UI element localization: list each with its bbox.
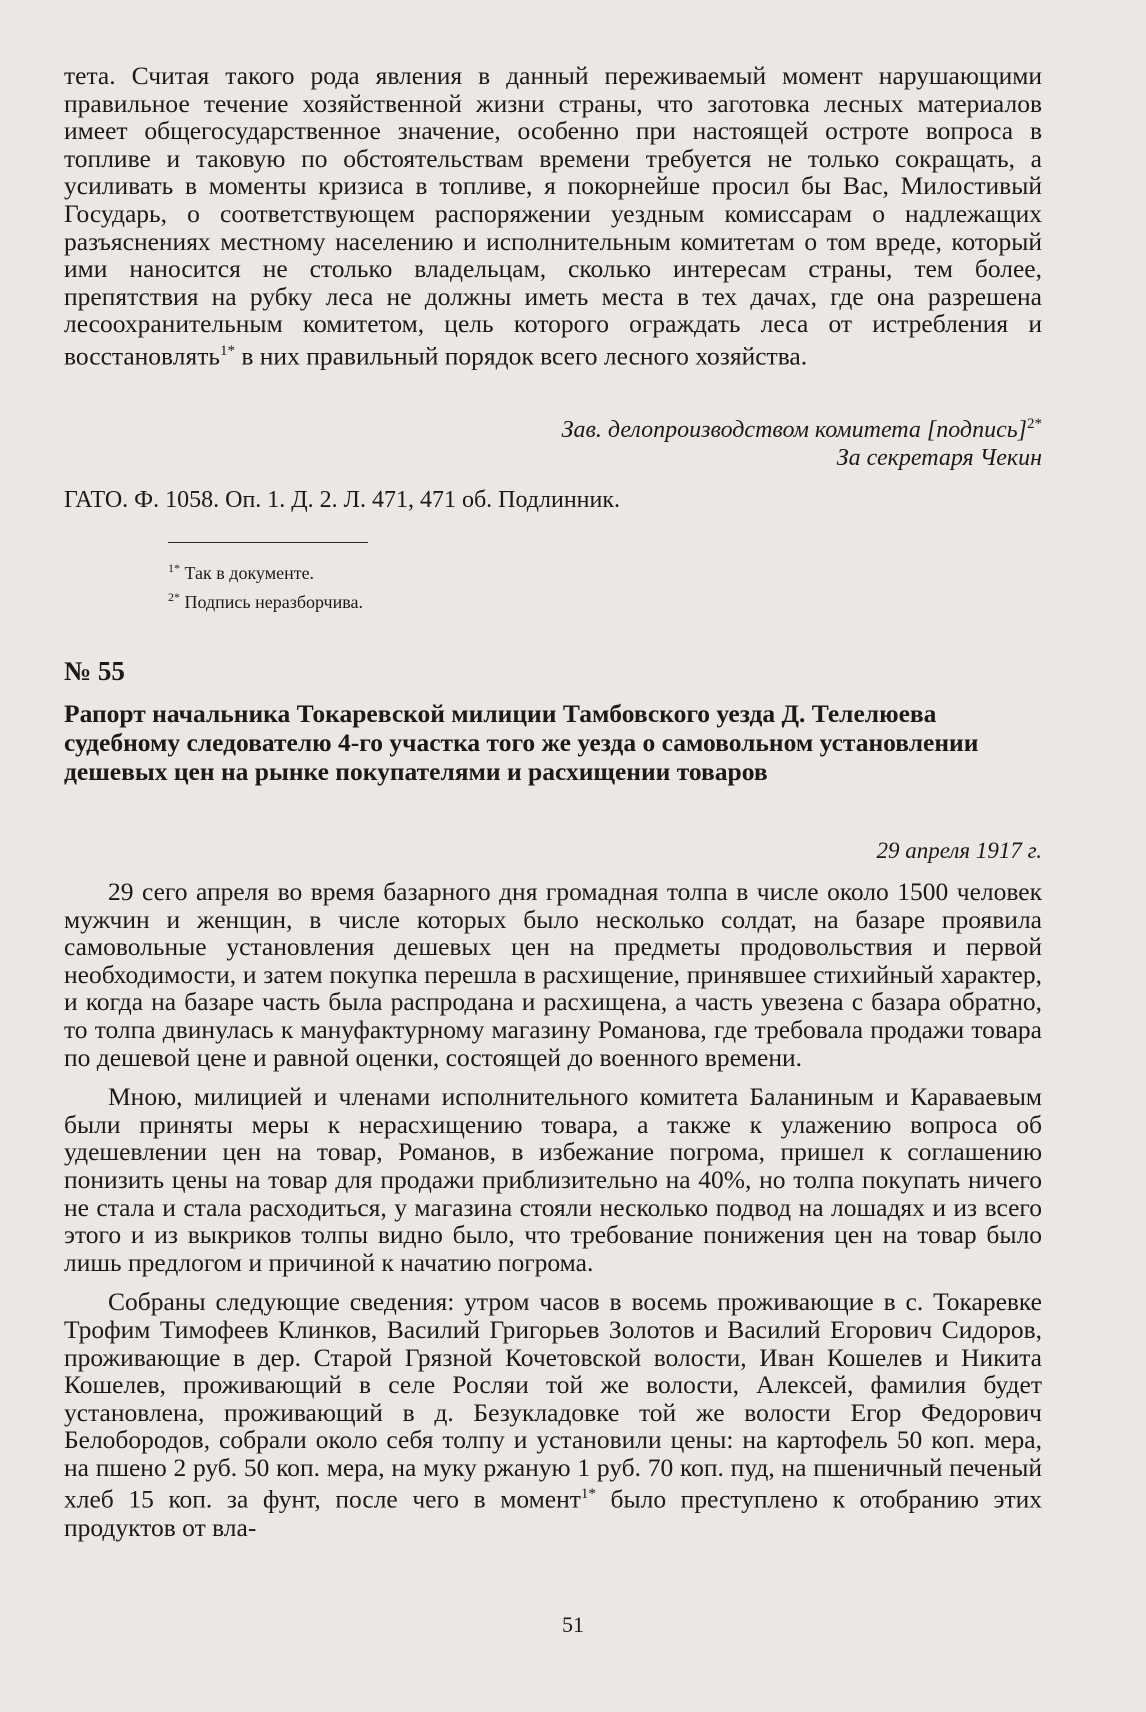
- top-paragraph-text: тета. Считая такого рода явления в данный переживаемый момент нарушающими правильное течение хозяйственной жизни страны, что заготовка лесных материалов имеет общегосударственное значение, особенно при настоящей остроте вопроса в топливе и таковую по обстоятельствам времени требуется не только сокращать, а усиливать в моменты кризиса в топливе, я покорнейше просил бы Вас, Милостивый Государь, о соответствующем распоряжении уездным комиссарам о надлежащих разъяснениях местному населению и исполнительным комитетам о том вреде, который ими наносится не столько владельцам, сколько интересам страны, тем более, препятствия на рубку леса не должны иметь места в тех дачах, где она разрешена лесоохранительным комитетом, цель которого ограждать леса от истребления и восстановлять: [64, 61, 1042, 371]
- body-paragraph-3-text: Собраны следующие сведения: утром часов в восемь проживающие в с. Токаревке Трофим Тимофеев Клинков, Василий Григорьев Золотов и Василий Егорович Сидоров, проживающие в дер. Старой Грязной Кочетовской волости, Иван Кошелев и Никита Кошелев, проживающий в селе Росляи той же волости, Алексей, фамилия будет установлена, проживающий в д. Безукладовке той же волости Егор Федорович Белобородов, собрали около себя толпу и установили цены: на картофель 50 коп. мера, на пшено 2 руб. 50 коп. мера, на муку ржаную 1 руб. 70 коп. пуд, на пшеничный печеный хлеб 15 коп. за фунт, после чего в момент: [64, 1287, 1042, 1514]
- page-number: 51: [562, 1612, 584, 1637]
- footnote-text: Подпись неразборчива.: [184, 592, 363, 612]
- top-paragraph: [64, 62, 1042, 370]
- body-paragraph-3: [64, 1288, 1042, 1541]
- document-heading: [64, 656, 1042, 786]
- signature-title: Зав. делопроизводством комитета [подпись]: [561, 417, 1027, 443]
- top-text-block: [64, 62, 1042, 370]
- footnote-divider: [168, 542, 368, 543]
- footnote-2: [64, 585, 1042, 614]
- body-paragraph-2: Мною, милицией и членами исполнительного комитета Баланиным и Караваевым были приняты меры к нерасхищению товара, а также к улажению вопроса об удешевлении цен на товар, Романов, в избежание погрома, пришел к соглашению понизить цены на товар для продажи приблизительно на 40%, но толпа покупать ничего не стала и стала расходиться, у магазина стояли несколько подвод на лошадях и из всего этого и из выкриков толпы видно было, что требование понижения цен на товар было лишь предлогом и причиной к начатию погрома.: [64, 1082, 1042, 1277]
- footnote-1: [64, 556, 1042, 585]
- body-paragraph-1: 29 сего апреля во время базарного дня громадная толпа в числе около 1500 человек мужчин и женщин, в числе которых было несколько солдат, на базаре проявила самовольные установления дешевых цен на предметы продовольствия и первой необходимости, и затем покупка перешла в расхищение, принявшее стихийный характер, и когда на базаре часть была распродана и расхищена, а часть увезена с базара обратно, то толпа двинулась к мануфактурному магазину Романова, где требовала продажи товара по дешевой цене и равной оценки, состоящей до военного времени.: [64, 877, 1042, 1072]
- footnote-text: Так в документе.: [184, 563, 315, 583]
- signature-line-2: За секретаря Чекин: [836, 445, 1042, 471]
- document-date: [64, 838, 1042, 864]
- footnote-mark: 1*: [168, 561, 180, 575]
- top-paragraph-end: в них правильный порядок всего лесного хозяйства.: [235, 341, 808, 371]
- document-title: Рапорт начальника Токаревской милиции Тамбовского уезда Д. Телелюева судебному следователю 4-го участка того же уезда о самовольном установлении дешевых цен на рынке покупателями и расхищении товаров: [64, 699, 979, 786]
- footnotes: [64, 556, 1042, 614]
- footnote-mark: 2*: [168, 590, 180, 604]
- signature-line-1: [64, 410, 1042, 444]
- document-date-text: 29 апреля 1917 г.: [876, 838, 1042, 863]
- footnote-ref: 1*: [580, 1486, 596, 1503]
- document-number: № 55: [64, 656, 125, 686]
- body-paragraph-3-end: было преступлено к отобранию этих продуктов от вла-: [64, 1484, 1042, 1542]
- archive-reference: [64, 486, 1042, 514]
- document-body: [64, 878, 1042, 1541]
- archive-ref-text: ГАТО. Ф. 1058. Оп. 1. Д. 2. Л. 471, 471 об. Подлинник.: [64, 487, 621, 513]
- signature-block: [64, 410, 1042, 472]
- footnote-ref: 1*: [220, 342, 235, 359]
- footnote-ref: 2*: [1027, 416, 1042, 432]
